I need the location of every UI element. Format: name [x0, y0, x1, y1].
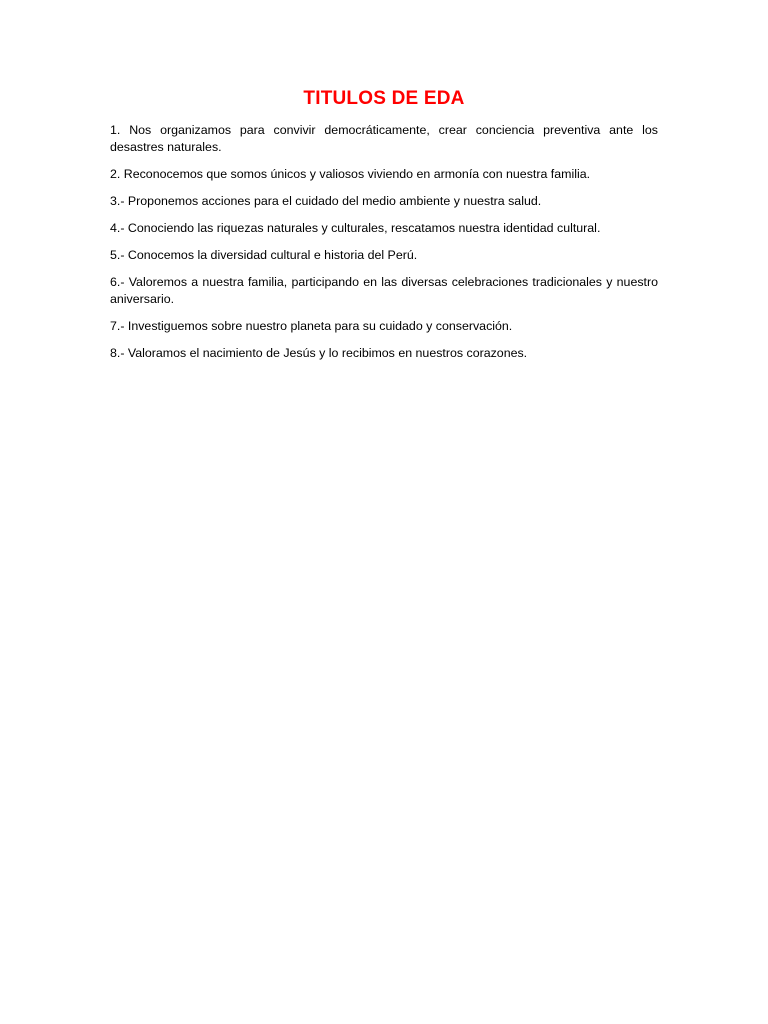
list-item-5: 5.- Conocemos la diversidad cultural e historia del Perú. [110, 248, 418, 262]
document-title: TITULOS DE EDA [303, 88, 465, 109]
list-item-3: 3.- Proponemos acciones para el cuidado del medio ambiente y nuestra salud. [110, 194, 542, 208]
list-item-6: 6.- Valoremos a nuestra familia, participando en las diversas celebraciones tradicionales y nuestro aniversario. [110, 275, 658, 306]
list-item-4: 4.- Conociendo las riquezas naturales y culturales, rescatamos nuestra identidad cultural. [110, 221, 601, 235]
list-item-2: 2. Reconocemos que somos únicos y valiosos viviendo en armonía con nuestra familia. [110, 167, 591, 181]
list-item-1: 1. Nos organizamos para convivir democráticamente, crear conciencia preventiva ante los desastres naturales. [110, 123, 658, 154]
list-item-8: 8.- Valoramos el nacimiento de Jesús y lo recibimos en nuestros corazones. [110, 346, 528, 360]
list-item-7: 7.- Investiguemos sobre nuestro planeta para su cuidado y conservación. [110, 319, 513, 333]
titles-list [110, 122, 658, 372]
